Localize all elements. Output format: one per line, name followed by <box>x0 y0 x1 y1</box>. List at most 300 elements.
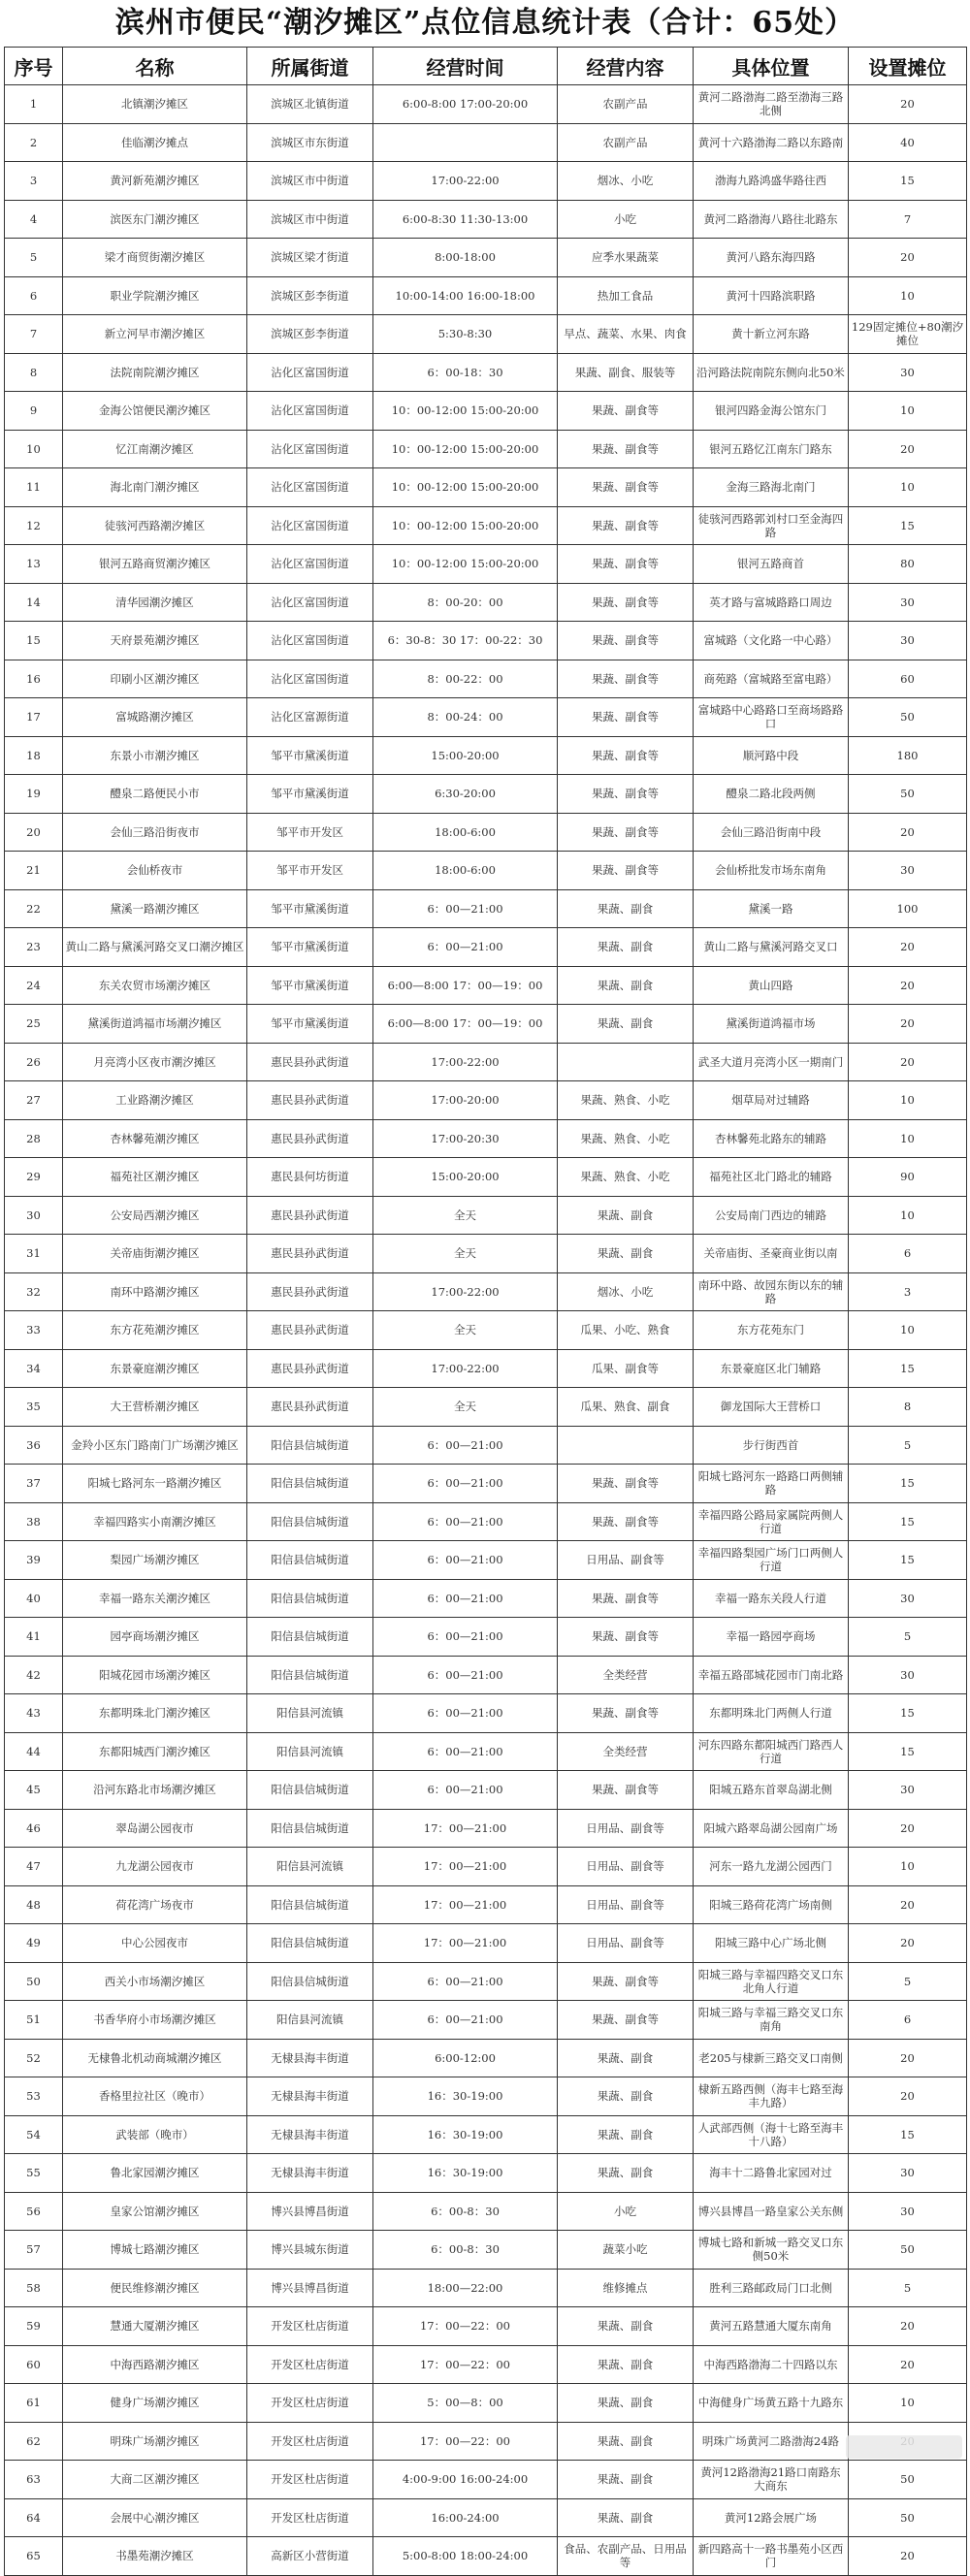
cell-serial: 11 <box>5 468 63 507</box>
cell-hours: 10：00-12:00 15:00-20:00 <box>373 506 558 545</box>
cell-location: 明珠广场黄河二路渤海24路 <box>694 2422 849 2461</box>
cell-content: 日用品、副食等 <box>558 1924 694 1963</box>
cell-hours: 15:00-20:00 <box>373 1158 558 1197</box>
cell-content: 果蔬、副食等 <box>558 1579 694 1618</box>
table-row <box>5 1848 967 1886</box>
cell-street: 惠民县孙武街道 <box>247 1043 373 1081</box>
cell-name: 皇家公馆潮汐摊区 <box>63 2192 247 2231</box>
cell-stalls: 6 <box>849 2001 967 2040</box>
table-row <box>5 1618 967 1657</box>
cell-serial: 53 <box>5 2077 63 2116</box>
cell-hours: 全天 <box>373 1235 558 1273</box>
table-row <box>5 622 967 660</box>
cell-stalls: 10 <box>849 1848 967 1886</box>
cell-location: 老205与棣新三路交叉口南侧 <box>694 2039 849 2077</box>
cell-name: 银河五路商贸潮汐摊区 <box>63 545 247 584</box>
table-row <box>5 775 967 814</box>
table-row <box>5 1885 967 1924</box>
cell-stalls: 20 <box>849 1809 967 1848</box>
cell-location: 河东一路九龙湖公园西门 <box>694 1848 849 1886</box>
cell-serial: 19 <box>5 775 63 814</box>
cell-location: 关帝庙街、圣豪商业街以南 <box>694 1235 849 1273</box>
cell-location: 南环中路、故园东街以东的辅路 <box>694 1272 849 1311</box>
cell-street: 开发区杜店街道 <box>247 2498 373 2537</box>
cell-name: 阳城花园市场潮汐摊区 <box>63 1656 247 1694</box>
cell-content: 果蔬、副食 <box>558 2461 694 2499</box>
table-row <box>5 1465 967 1503</box>
cell-serial: 60 <box>5 2345 63 2384</box>
table-row <box>5 1426 967 1465</box>
cell-location: 醴泉二路北段两侧 <box>694 775 849 814</box>
cell-hours: 全天 <box>373 1311 558 1350</box>
header-location: 具体位置 <box>694 48 849 85</box>
cell-street: 沾化区富国街道 <box>247 506 373 545</box>
cell-hours: 17：00—22：00 <box>373 2422 558 2461</box>
table-row <box>5 1196 967 1235</box>
cell-street: 惠民县孙武街道 <box>247 1235 373 1273</box>
cell-name: 工业路潮汐摊区 <box>63 1081 247 1120</box>
cell-street: 滨城区梁才街道 <box>247 239 373 277</box>
cell-name: 园亭商场潮汐摊区 <box>63 1618 247 1657</box>
cell-location: 阳城三路荷花湾广场南侧 <box>694 1885 849 1924</box>
cell-stalls: 20 <box>849 966 967 1005</box>
cell-serial: 35 <box>5 1388 63 1427</box>
cell-street: 邹平市黛溪街道 <box>247 1005 373 1044</box>
cell-name: 印刷小区潮汐摊区 <box>63 660 247 698</box>
cell-name: 中心公园夜市 <box>63 1924 247 1963</box>
cell-hours: 6:00-12:00 <box>373 2039 558 2077</box>
cell-name: 会仙三路沿街夜市 <box>63 813 247 852</box>
cell-name: 大王营桥潮汐摊区 <box>63 1388 247 1427</box>
cell-content: 果蔬、副食等 <box>558 2001 694 2040</box>
cell-hours: 16：30-19:00 <box>373 2115 558 2154</box>
cell-location: 中海健身广场黄五路十九路东 <box>694 2384 849 2423</box>
cell-name: 东景小市潮汐摊区 <box>63 736 247 775</box>
cell-serial: 49 <box>5 1924 63 1963</box>
cell-name: 便民维修潮汐摊区 <box>63 2269 247 2307</box>
cell-content: 热加工食品 <box>558 276 694 315</box>
cell-stalls: 10 <box>849 468 967 507</box>
cell-street: 沾化区富国街道 <box>247 353 373 392</box>
cell-stalls: 5 <box>849 2269 967 2307</box>
cell-stalls: 7 <box>849 200 967 239</box>
cell-name: 北镇潮汐摊区 <box>63 85 247 124</box>
cell-serial: 64 <box>5 2498 63 2537</box>
header-hours: 经营时间 <box>373 48 558 85</box>
cell-name: 福苑社区潮汐摊区 <box>63 1158 247 1197</box>
table-row <box>5 2498 967 2537</box>
cell-street: 惠民县孙武街道 <box>247 1311 373 1350</box>
cell-content: 果蔬、副食 <box>558 1005 694 1044</box>
cell-location: 阳城三路与幸福四路交叉口东北角人行道 <box>694 1962 849 2001</box>
cell-location: 银河五路商首 <box>694 545 849 584</box>
cell-street: 滨城区市东街道 <box>247 123 373 162</box>
table-row <box>5 2307 967 2346</box>
cell-serial: 17 <box>5 698 63 737</box>
cell-name: 书墨苑潮汐摊区 <box>63 2537 247 2576</box>
cell-serial: 25 <box>5 1005 63 1044</box>
table-row <box>5 2269 967 2307</box>
cell-street: 开发区杜店街道 <box>247 2461 373 2499</box>
cell-hours: 5:30-8:30 <box>373 315 558 354</box>
cell-location: 幸福五路邵城花园市门南北路 <box>694 1656 849 1694</box>
cell-stalls: 40 <box>849 123 967 162</box>
cell-street: 阳信县信城街道 <box>247 1771 373 1810</box>
cell-name: 梁才商贸街潮汐摊区 <box>63 239 247 277</box>
table-row <box>5 2115 967 2154</box>
cell-name: 翠岛湖公园夜市 <box>63 1809 247 1848</box>
cell-hours: 17：00—21:00 <box>373 1924 558 1963</box>
cell-content: 全类经营 <box>558 1656 694 1694</box>
cell-serial: 1 <box>5 85 63 124</box>
cell-stalls: 10 <box>849 1196 967 1235</box>
cell-hours: 6：00—21:00 <box>373 1732 558 1771</box>
cell-content: 果蔬、副食 <box>558 2039 694 2077</box>
cell-street: 阳信县信城街道 <box>247 1656 373 1694</box>
cell-serial: 8 <box>5 353 63 392</box>
cell-name: 中海西路潮汐摊区 <box>63 2345 247 2384</box>
cell-name: 杏林馨苑潮汐摊区 <box>63 1119 247 1158</box>
cell-name: 黛溪街道鸿福市场潮汐摊区 <box>63 1005 247 1044</box>
cell-stalls: 30 <box>849 1771 967 1810</box>
table-row <box>5 2231 967 2270</box>
header-row <box>5 48 967 85</box>
cell-hours: 16：30-19:00 <box>373 2154 558 2193</box>
cell-serial: 4 <box>5 200 63 239</box>
cell-location: 阳城三路中心广场北侧 <box>694 1924 849 1963</box>
cell-hours: 6：00—21:00 <box>373 1962 558 2001</box>
cell-name: 新立河早市潮汐摊区 <box>63 315 247 354</box>
cell-stalls: 10 <box>849 276 967 315</box>
cell-location: 金海三路海北南门 <box>694 468 849 507</box>
cell-stalls: 50 <box>849 698 967 737</box>
cell-content: 果蔬、副食等 <box>558 698 694 737</box>
cell-street: 阳信县信城街道 <box>247 1924 373 1963</box>
cell-stalls: 15 <box>849 1732 967 1771</box>
cell-name: 健身广场潮汐摊区 <box>63 2384 247 2423</box>
cell-content: 果蔬、副食等 <box>558 660 694 698</box>
cell-location: 杏林馨苑北路东的辅路 <box>694 1119 849 1158</box>
cell-hours: 6:30-20:00 <box>373 775 558 814</box>
cell-content: 果蔬、副食等 <box>558 852 694 890</box>
table-row <box>5 85 967 124</box>
cell-serial: 44 <box>5 1732 63 1771</box>
cell-content: 果蔬、副食等 <box>558 506 694 545</box>
cell-serial: 57 <box>5 2231 63 2270</box>
table-row <box>5 1005 967 1044</box>
cell-stalls: 10 <box>849 392 967 431</box>
cell-serial: 28 <box>5 1119 63 1158</box>
cell-serial: 3 <box>5 162 63 201</box>
cell-name: 职业学院潮汐摊区 <box>63 276 247 315</box>
cell-serial: 59 <box>5 2307 63 2346</box>
cell-serial: 46 <box>5 1809 63 1848</box>
cell-location: 黄山四路 <box>694 966 849 1005</box>
cell-serial: 6 <box>5 276 63 315</box>
cell-stalls: 20 <box>849 85 967 124</box>
cell-hours: 6：30-8：30 17：00-22：30 <box>373 622 558 660</box>
cell-content: 果蔬、副食 <box>558 2154 694 2193</box>
cell-street: 高新区小营街道 <box>247 2537 373 2576</box>
cell-hours: 全天 <box>373 1196 558 1235</box>
cell-hours: 17:00-20:30 <box>373 1119 558 1158</box>
cell-hours: 17：00—22：00 <box>373 2345 558 2384</box>
cell-street: 开发区杜店街道 <box>247 2422 373 2461</box>
cell-stalls: 15 <box>849 2115 967 2154</box>
table-row <box>5 2154 967 2193</box>
cell-stalls: 20 <box>849 1924 967 1963</box>
cell-location: 幸福一路园亭商场 <box>694 1618 849 1657</box>
cell-street: 邹平市黛溪街道 <box>247 736 373 775</box>
cell-stalls: 20 <box>849 1043 967 1081</box>
cell-content: 果蔬、副食等 <box>558 1694 694 1733</box>
cell-location: 顺河路中段 <box>694 736 849 775</box>
cell-street: 博兴县博昌街道 <box>247 2269 373 2307</box>
cell-street: 惠民县孙武街道 <box>247 1272 373 1311</box>
cell-serial: 36 <box>5 1426 63 1465</box>
cell-location: 胜利三路邮政局门口北侧 <box>694 2269 849 2307</box>
cell-location: 海丰十二路鲁北家园对过 <box>694 2154 849 2193</box>
cell-hours: 18:00—22:00 <box>373 2269 558 2307</box>
cell-stalls: 50 <box>849 2498 967 2537</box>
cell-hours: 10：00-12:00 15:00-20:00 <box>373 545 558 584</box>
cell-street: 阳信县河流镇 <box>247 1732 373 1771</box>
cell-street: 无棣县海丰街道 <box>247 2039 373 2077</box>
cell-stalls: 20 <box>849 2039 967 2077</box>
cell-name: 佳临潮汐摊点 <box>63 123 247 162</box>
cell-hours: 6：00-18：30 <box>373 353 558 392</box>
cell-serial: 33 <box>5 1311 63 1350</box>
table-row <box>5 353 967 392</box>
cell-stalls: 5 <box>849 1426 967 1465</box>
cell-name: 南环中路潮汐摊区 <box>63 1272 247 1311</box>
table-body <box>5 85 967 2576</box>
cell-stalls: 30 <box>849 353 967 392</box>
cell-street: 阳信县信城街道 <box>247 1426 373 1465</box>
cell-hours: 16：30-19:00 <box>373 2077 558 2116</box>
cell-content: 果蔬、副食 <box>558 2498 694 2537</box>
cell-street: 博兴县博昌街道 <box>247 2192 373 2231</box>
cell-hours: 6：00—21:00 <box>373 1502 558 1541</box>
cell-street: 无棣县海丰街道 <box>247 2115 373 2154</box>
cell-serial: 32 <box>5 1272 63 1311</box>
cell-name: 月亮湾小区夜市潮汐摊区 <box>63 1043 247 1081</box>
cell-content: 果蔬、副食 <box>558 1235 694 1273</box>
cell-serial: 61 <box>5 2384 63 2423</box>
cell-street: 惠民县孙武街道 <box>247 1349 373 1388</box>
cell-location: 幸福四路梨园广场门口两侧人行道 <box>694 1541 849 1580</box>
cell-location: 博城七路和新城一路交叉口东侧50米 <box>694 2231 849 2270</box>
cell-street: 阳信县信城街道 <box>247 1809 373 1848</box>
cell-stalls: 20 <box>849 430 967 468</box>
table-row <box>5 162 967 201</box>
cell-hours: 8:00-18:00 <box>373 239 558 277</box>
cell-content: 瓜果、副食等 <box>558 1349 694 1388</box>
cell-serial: 42 <box>5 1656 63 1694</box>
cell-content: 小吃 <box>558 200 694 239</box>
cell-serial: 20 <box>5 813 63 852</box>
cell-location: 河东四路东都阳城西门路西人行道 <box>694 1732 849 1771</box>
cell-serial: 47 <box>5 1848 63 1886</box>
cell-content: 果蔬、副食等 <box>558 813 694 852</box>
cell-stalls: 180 <box>849 736 967 775</box>
cell-street: 博兴县城东街道 <box>247 2231 373 2270</box>
cell-stalls: 15 <box>849 506 967 545</box>
cell-hours: 5:00-8:00 18:00-24:00 <box>373 2537 558 2576</box>
cell-serial: 43 <box>5 1694 63 1733</box>
table-row <box>5 1349 967 1388</box>
cell-serial: 30 <box>5 1196 63 1235</box>
cell-content: 果蔬、副食等 <box>558 622 694 660</box>
cell-stalls: 30 <box>849 2154 967 2193</box>
cell-hours: 18:00-6:00 <box>373 852 558 890</box>
cell-stalls: 20 <box>849 2537 967 2576</box>
watermark <box>846 2435 962 2459</box>
cell-stalls: 50 <box>849 2461 967 2499</box>
cell-location: 英才路与富城路路口周边 <box>694 583 849 622</box>
document-title: 滨州市便民“潮汐摊区”点位信息统计表（合计：65处） <box>114 6 856 40</box>
cell-name: 东都明珠北门潮汐摊区 <box>63 1694 247 1733</box>
table-row <box>5 276 967 315</box>
cell-location: 幸福一路东关段人行道 <box>694 1579 849 1618</box>
cell-content: 果蔬、副食等 <box>558 1618 694 1657</box>
cell-content: 果蔬、副食等 <box>558 583 694 622</box>
cell-hours: 17:00-22:00 <box>373 1043 558 1081</box>
cell-serial: 54 <box>5 2115 63 2154</box>
cell-serial: 58 <box>5 2269 63 2307</box>
cell-location: 东景豪庭区北门辅路 <box>694 1349 849 1388</box>
cell-stalls: 90 <box>849 1158 967 1197</box>
cell-hours: 5：00—8：00 <box>373 2384 558 2423</box>
cell-hours: 6：00—21:00 <box>373 2001 558 2040</box>
cell-serial: 10 <box>5 430 63 468</box>
cell-content: 果蔬、副食等 <box>558 430 694 468</box>
cell-name: 明珠广场潮汐摊区 <box>63 2422 247 2461</box>
table-row <box>5 123 967 162</box>
table-row <box>5 1541 967 1580</box>
cell-hours: 17：00—21:00 <box>373 1885 558 1924</box>
cell-stalls: 30 <box>849 583 967 622</box>
cell-serial: 26 <box>5 1043 63 1081</box>
cell-name: 金海公馆便民潮汐摊区 <box>63 392 247 431</box>
cell-location: 人武部西侧（海十七路至海丰十八路） <box>694 2115 849 2154</box>
cell-serial: 31 <box>5 1235 63 1273</box>
cell-name: 会展中心潮汐摊区 <box>63 2498 247 2537</box>
cell-street: 开发区杜店街道 <box>247 2384 373 2423</box>
cell-content: 早点、蔬菜、水果、肉食 <box>558 315 694 354</box>
cell-name: 公安局西潮汐摊区 <box>63 1196 247 1235</box>
cell-hours: 4:00-9:00 16:00-24:00 <box>373 2461 558 2499</box>
cell-serial: 65 <box>5 2537 63 2576</box>
cell-stalls: 8 <box>849 1388 967 1427</box>
cell-content: 果蔬、副食等 <box>558 468 694 507</box>
cell-serial: 55 <box>5 2154 63 2193</box>
cell-content <box>558 1043 694 1081</box>
cell-hours: 17:00-22:00 <box>373 162 558 201</box>
cell-location: 沿河路法院南院东侧向北50米 <box>694 353 849 392</box>
cell-name: 黛溪一路潮汐摊区 <box>63 889 247 928</box>
table-row <box>5 1311 967 1350</box>
cell-street: 沾化区富源街道 <box>247 698 373 737</box>
table-row <box>5 2077 967 2116</box>
cell-hours: 17:00-22:00 <box>373 1272 558 1311</box>
cell-stalls: 30 <box>849 2192 967 2231</box>
table-row <box>5 200 967 239</box>
cell-hours: 6：00—21:00 <box>373 1426 558 1465</box>
cell-street: 惠民县孙武街道 <box>247 1196 373 1235</box>
cell-name: 清华园潮汐摊区 <box>63 583 247 622</box>
cell-serial: 18 <box>5 736 63 775</box>
table-row <box>5 1119 967 1158</box>
cell-street: 邹平市开发区 <box>247 813 373 852</box>
header-stalls: 设置摊位 <box>849 48 967 85</box>
cell-street: 开发区杜店街道 <box>247 2307 373 2346</box>
cell-content: 农副产品 <box>558 85 694 124</box>
cell-serial: 16 <box>5 660 63 698</box>
cell-hours: 6：00—21:00 <box>373 1579 558 1618</box>
cell-content: 果蔬、副食等 <box>558 1502 694 1541</box>
cell-location: 烟草局对过辅路 <box>694 1081 849 1120</box>
cell-stalls: 30 <box>849 852 967 890</box>
table-row <box>5 1962 967 2001</box>
cell-location: 黄十新立河东路 <box>694 315 849 354</box>
cell-hours: 17：00—21:00 <box>373 1848 558 1886</box>
table-row <box>5 2461 967 2499</box>
cell-content: 果蔬、副食等 <box>558 775 694 814</box>
cell-serial: 13 <box>5 545 63 584</box>
cell-stalls: 15 <box>849 1465 967 1503</box>
cell-stalls: 20 <box>849 1005 967 1044</box>
table-row <box>5 1502 967 1541</box>
cell-street: 阳信县信城街道 <box>247 1618 373 1657</box>
cell-street: 惠民县孙武街道 <box>247 1119 373 1158</box>
table-row <box>5 813 967 852</box>
cell-serial: 24 <box>5 966 63 1005</box>
table-row <box>5 1924 967 1963</box>
cell-content: 农副产品 <box>558 123 694 162</box>
cell-street: 邹平市黛溪街道 <box>247 966 373 1005</box>
cell-location: 东方花苑东门 <box>694 1311 849 1350</box>
table-row <box>5 1235 967 1273</box>
cell-location: 阳城五路东首翠岛湖北侧 <box>694 1771 849 1810</box>
cell-street: 沾化区富国街道 <box>247 430 373 468</box>
cell-hours: 17：00—22：00 <box>373 2307 558 2346</box>
cell-name: 博城七路潮汐摊区 <box>63 2231 247 2270</box>
cell-serial: 39 <box>5 1541 63 1580</box>
table-row <box>5 1732 967 1771</box>
cell-street: 沾化区富国街道 <box>247 622 373 660</box>
table-row <box>5 2537 967 2576</box>
cell-street: 阳信县信城街道 <box>247 1502 373 1541</box>
cell-location: 富城路中心路路口至商场路路口 <box>694 698 849 737</box>
cell-hours: 17：00—21:00 <box>373 1809 558 1848</box>
cell-name: 大商二区潮汐摊区 <box>63 2461 247 2499</box>
cell-serial: 15 <box>5 622 63 660</box>
table-row <box>5 852 967 890</box>
cell-name: 香格里拉社区（晚市） <box>63 2077 247 2116</box>
cell-content: 日用品、副食等 <box>558 1809 694 1848</box>
cell-hours: 10：00-12:00 15:00-20:00 <box>373 392 558 431</box>
cell-hours: 6:00—8:00 17：00—19：00 <box>373 966 558 1005</box>
cell-stalls: 30 <box>849 1579 967 1618</box>
header-serial: 序号 <box>5 48 63 85</box>
cell-location: 东都明珠北门两侧人行道 <box>694 1694 849 1733</box>
cell-street: 滨城区北镇街道 <box>247 85 373 124</box>
cell-name: 九龙湖公园夜市 <box>63 1848 247 1886</box>
cell-name: 梨园广场潮汐摊区 <box>63 1541 247 1580</box>
cell-serial: 22 <box>5 889 63 928</box>
cell-name: 阳城七路河东一路潮汐摊区 <box>63 1465 247 1503</box>
